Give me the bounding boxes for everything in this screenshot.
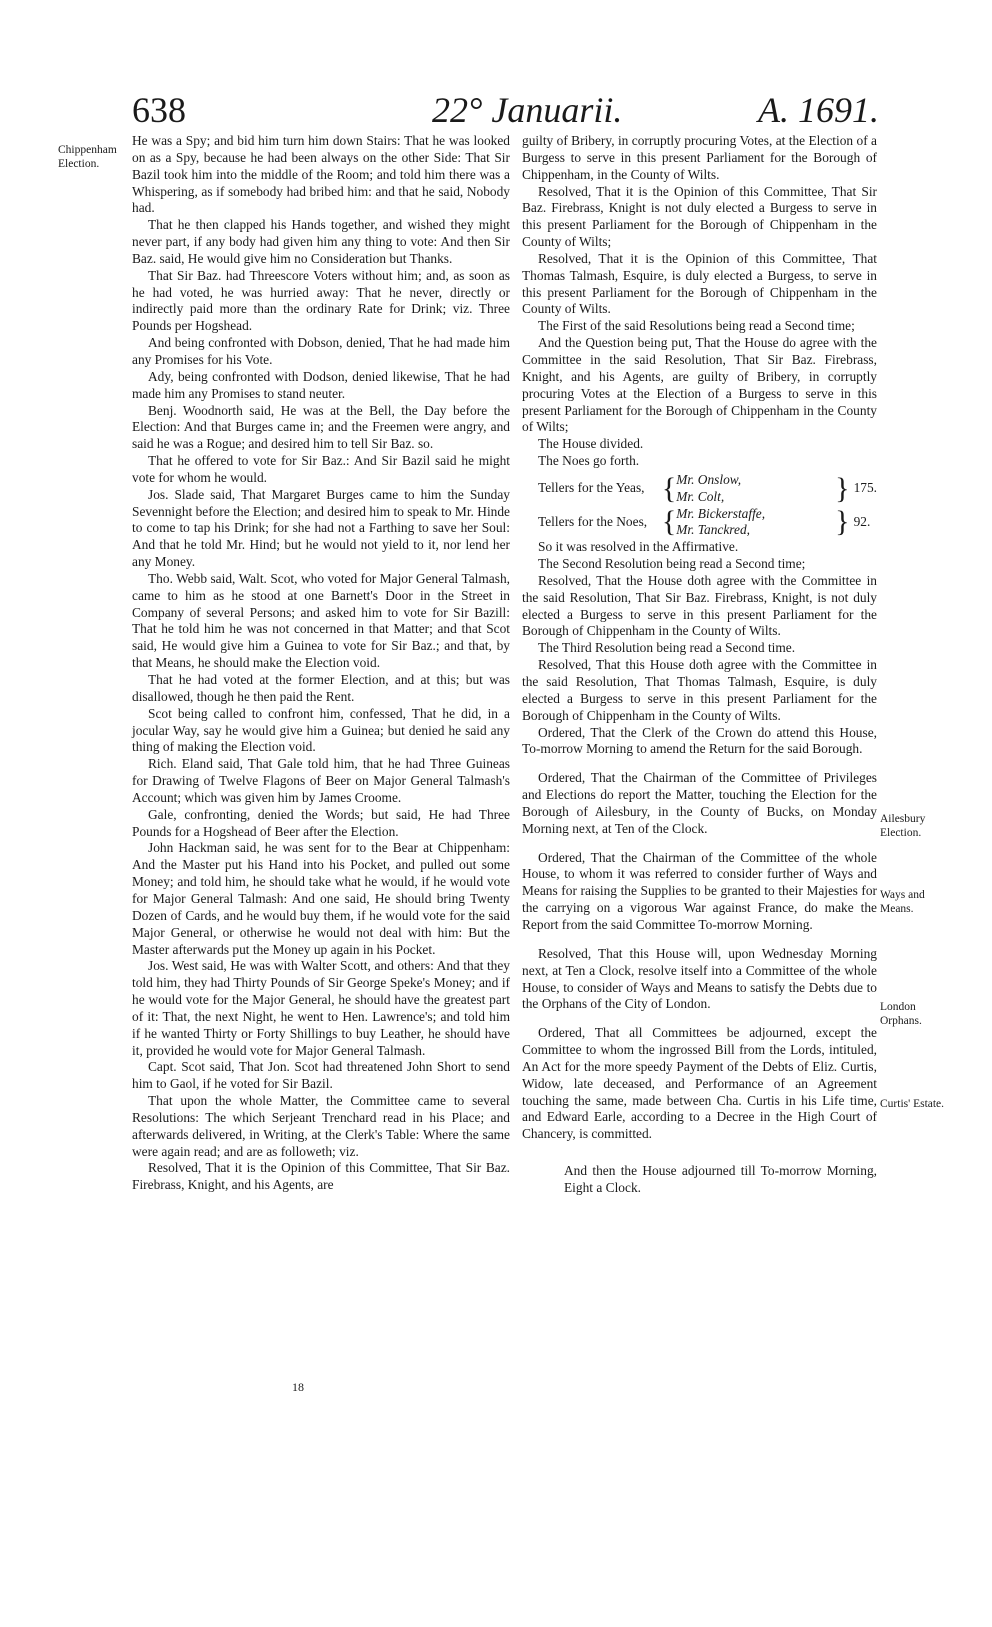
tellers-yeas-label: Tellers for the Yeas, [538, 480, 645, 496]
order-ailesbury: Ordered, That the Chairman of the Committee of Privileges and Elections do report the Matter, touching the Election for the Borough of Ailesbury, in the County of Bucks, on Monday Morning next, at Ten of the Clock. [522, 770, 877, 836]
order-curtis-estate: Ordered, That all Committees be adjourned, except the Committee to whom the ingrossed Bill from the Lords, intituled, An Act for the more speedy Payment of the Debts of Eliz. Curtis, Widow, late deceased, and Performance of an Agreement touching the same, made between Cha. Curtis in his Life time, and Edward Earle, according to a Decree in the High Court of Chancery, is committed. [522, 1025, 877, 1142]
margin-note-ways: Ways and Means. [880, 889, 925, 915]
page-number: 638 [132, 90, 186, 130]
paragraph: Resolved, That this House doth agree with the Committee in the said Resolution, That Thomas Talmash, Esquire, is duly elected a Burgess to serve in this present Parliament for the Borough of Chippenham in the County of Wilts. [522, 657, 877, 723]
paragraph: John Hackman said, he was sent for to the Bear at Chippenham: And the Master put his Hand into his Pocket, and pulled out some Money; and told him, he should take what he would, if he would vote for Major General Talmash: And one said, He should bring Twenty Dozen of Cards, and he would buy them, if he would vote for the said Major General, or otherwise he would not deal with him: But the Master afterwards put the Money up again in his Pocket. [132, 840, 510, 957]
paragraph: Jos. Slade said, That Margaret Burges came to him the Sunday Sevennight before the Election; and desired him to speak to Mr. Hinde to come to tap his Drink; for she had not a Farthing to save her Soul: And that he told Mr. Hind; but he would not yield to it, nor lend her any Money. [132, 486, 510, 570]
paragraph: Gale, confronting, denied the Words; but said, He had Three Pounds for a Hogshead of Beer after the Election. [132, 806, 510, 839]
paragraph: The Noes go forth. [538, 453, 640, 469]
paragraph: Scot being called to confront him, confessed, That he did, in a jocular Way, say he would give him a Guinea; but denied he said any thing of making the Election void. [132, 705, 510, 755]
paragraph: That Sir Baz. had Threescore Voters without him; and, as soon as he had voted, he was hurried away: That he never, directly or indirectly paid more than the ordinary Rate for Drink; viz. Three Pounds per Hogshead. [132, 267, 510, 334]
left-brace: { [661, 505, 677, 539]
paragraph: Tho. Webb said, Walt. Scot, who voted for Major General Talmash, came to him as he stood at one Barnett's Door in the Street in Company of several Persons; and asked him to vote for Sir Bazill: That he told him he was not concerned in that Matter; and that Scot said, He would give him a Guinea to vote for Sir Baz.; and that, by that Means, he should make the Election void. [132, 570, 510, 671]
right-brace: } [835, 505, 850, 539]
order-ways-and-means: Ordered, That the Chairman of the Committee of the whole House, to whom it was referred to consider further of Ways and Means for raising the Supplies to be granted to their Majesties for the carrying on a vigorous War against France, do make the Report from the said Committee To-morrow Morning. [522, 849, 877, 932]
teller-noes-1: Mr. Bickerstaffe, [676, 505, 766, 521]
tellers-noes-label: Tellers for the Noes, [538, 513, 648, 529]
noes-count: 92. [853, 513, 871, 529]
paragraph: That upon the whole Matter, the Committee came to several Resolutions: The which Serjeant Trenchard read in his Place; and afterwards delivered, in Writing, at the Clerk's Table: Where the same were again read; and are as followeth; viz. [132, 1093, 510, 1159]
paragraph: That he offered to vote for Sir Baz.: And Sir Bazil said he might vote for whom he would. [132, 453, 510, 485]
paragraph: So it was resolved in the Affirmative. [538, 539, 739, 555]
left-brace: { [661, 471, 677, 505]
paragraph: Jos. West said, He was with Walter Scott, and others: And that they told him, they had Thirty Pounds of Sir George Speke's Money; and if he would vote for the Major General, he should have the greatest part of it: That, the next Night, he went to Hen. Lawrence's; and told him if he wanted Thirty or Forty Shillings to buy Leather, he should have it, provided he would vote for Major General Talmash. [132, 958, 510, 1058]
paragraph: The Third Resolution being read a Second time. [538, 640, 796, 656]
paragraph: And being confronted with Dobson, denied, That he had made him any Promises for his Vote. [132, 335, 510, 367]
paragraph: Capt. Scot said, That Jon. Scot had threatened John Short to send him to Gaol, if he voted for Sir Bazil. [132, 1059, 510, 1092]
tellers-yeas-row [522, 472, 877, 506]
paragraph: Resolved, That the House doth agree with the Committee in the said Resolution, That Sir Baz. Firebrass, Knight, is not duly elected a Burgess to serve in this present Parliament for the Borough of Chippenham in the County of Wilts. [522, 572, 877, 639]
tellers-table [522, 472, 877, 539]
margin-note-london: London Orphans. [880, 1001, 922, 1027]
left-column [132, 133, 510, 1194]
paragraph: And the Question being put, That the House do agree with the Committee in the said Resolution, That Sir Baz. Firebrass, Knight, and his Agents, are guilty of Bribery, in corruptly procuring Votes at the Election of a Burgess to serve in this present Parliament for the Borough of Chippenham in the County of Wilts; [522, 335, 877, 435]
margin-note-curtis: Curtis' Estate. [880, 1098, 945, 1110]
margin-note-chippenham: Chippenham Election. [58, 144, 117, 170]
right-column [522, 133, 877, 1197]
paragraph: He was a Spy; and bid him turn him down Stairs: That he was looked on as a Spy, because he had been always on the other Side: That Sir Bazil took him into the middle of the Room; and told him there was a Whispering, as if somebody had bribed him: and that he said, Nobody had. [132, 133, 510, 216]
paragraph: Resolved, That it is the Opinion of this Committee, That Sir Baz. Firebrass, Knight, and his Agents, are [132, 1160, 510, 1193]
paragraph: Resolved, That it is the Opinion of this Committee, That Thomas Talmash, Esquire, is duly elected a Burgess, to serve in this present Parliament for the Borough of Chippenham in the County of Wilts. [522, 250, 877, 317]
right-brace: } [835, 471, 850, 505]
paragraph: The First of the said Resolutions being read a Second time; [538, 318, 855, 334]
adjournment: And then the House adjourned till To-morrow Morning, Eight a Clock. [564, 1163, 877, 1195]
teller-noes-2: Mr. Tanckred, [676, 522, 750, 538]
paragraph: Ordered, That the Clerk of the Crown do attend this House, To-morrow Morning to amend the Return for the said Borough. [522, 724, 877, 757]
yeas-count: 175. [853, 480, 877, 496]
paragraph: Resolved, That it is the Opinion of this Committee, That Sir Baz. Firebrass, Knight is not duly elected a Burgess to serve in this present Parliament for the Borough of Chippenham in the County of Wilts; [522, 183, 877, 250]
page-date: 22° Januarii. [432, 90, 623, 130]
margin-note-ailesbury: Ailesbury Election. [880, 813, 926, 839]
paragraph: guilty of Bribery, in corruptly procuring Votes, at the Election of a Burgess to serve in this present Parliament for the Borough of Chippenham, in the County of Wilts. [522, 133, 877, 182]
paragraph: The House divided. [538, 436, 644, 452]
paragraph: The Second Resolution being read a Second time; [538, 556, 806, 572]
tellers-noes-row [522, 506, 877, 540]
teller-yeas-1: Mr. Onslow, [676, 471, 742, 487]
signature-mark: 18 [292, 1380, 304, 1394]
paragraph: That he had voted at the former Election, and at this; but was disallowed, though he then paid the Rent. [132, 672, 510, 704]
page-year: A. 1691. [758, 90, 879, 130]
paragraph: Benj. Woodnorth said, He was at the Bell, the Day before the Election: And that Burges came in; and the Freemen were angry, and said he was a Rogue; and desired him to tell Sir Baz. so. [132, 402, 510, 452]
teller-yeas-2: Mr. Colt, [676, 488, 725, 504]
order-london-orphans: Resolved, That this House will, upon Wednesday Morning next, at Ten a Clock, resolve itself into a Committee of the whole House, to consider of Ways and Means to satisfy the Debts due to the Orphans of the City of London. [522, 945, 877, 1012]
paragraph: Rich. Eland said, That Gale told him, that he had Three Guineas for Drawing of Twelve Flagons of Beer on Major General Talmash's Account; which was given him by James Croome. [132, 756, 510, 805]
paragraph: Ady, being confronted with Dodson, denied likewise, That he had made him any Promises to stand neuter. [132, 368, 510, 401]
paragraph: That he then clapped his Hands together, and wished they might never part, if any body had given him any thing to vote: And then Sir Baz. said, He would give him no Consideration but Thanks. [132, 217, 510, 266]
